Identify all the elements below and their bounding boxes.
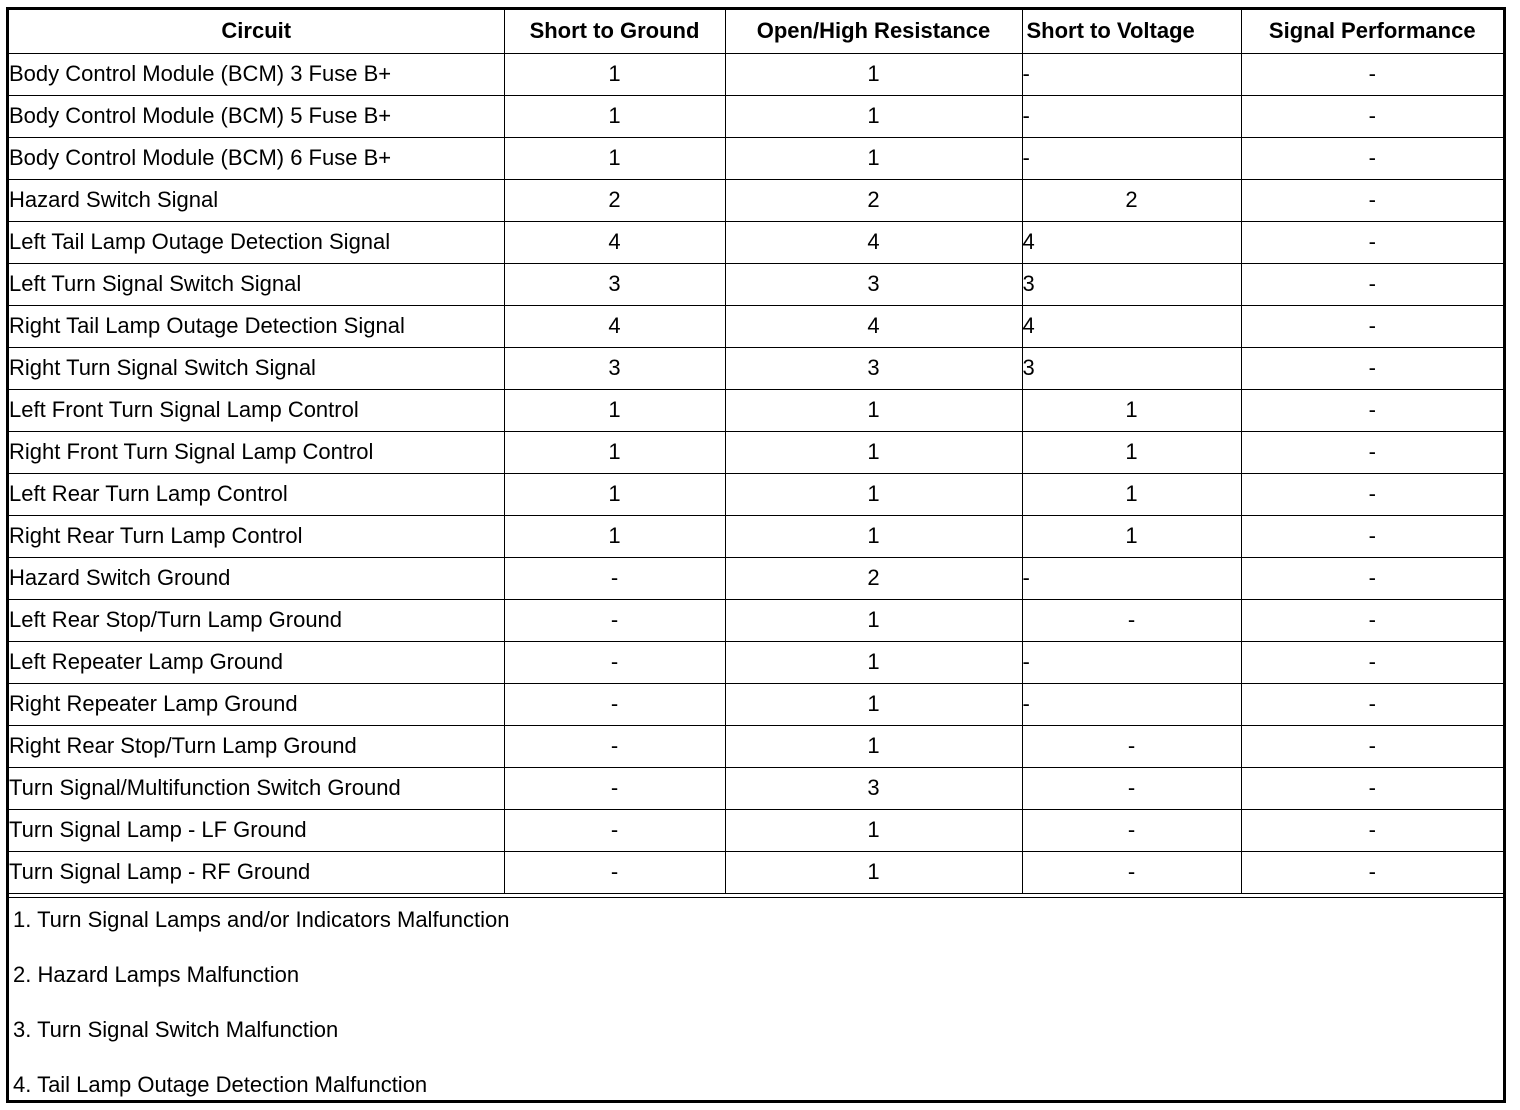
table-row xyxy=(9,599,1503,641)
header-signal-performance: Signal Performance xyxy=(1241,10,1503,53)
circuit-fault-table xyxy=(9,10,1503,894)
table-row xyxy=(9,809,1503,851)
circuit-cell: Right Front Turn Signal Lamp Control xyxy=(9,431,504,473)
short-to-voltage-cell: - xyxy=(1022,557,1241,599)
footnote-4: 4. Tail Lamp Outage Detection Malfunction xyxy=(13,1072,428,1097)
open-high-resistance-cell: 1 xyxy=(725,137,1022,179)
open-high-resistance-cell: 3 xyxy=(725,263,1022,305)
table-row xyxy=(9,389,1503,431)
table-row xyxy=(9,431,1503,473)
table-row xyxy=(9,725,1503,767)
signal-performance-cell: - xyxy=(1241,95,1503,137)
short-to-voltage-cell: 1 xyxy=(1022,473,1241,515)
short-to-ground-cell: 2 xyxy=(504,179,725,221)
open-high-resistance-cell: 4 xyxy=(725,221,1022,263)
signal-performance-cell: - xyxy=(1241,725,1503,767)
short-to-voltage-cell: - xyxy=(1022,137,1241,179)
signal-performance-cell: - xyxy=(1241,683,1503,725)
circuit-cell: Right Rear Turn Lamp Control xyxy=(9,515,504,557)
circuit-cell: Turn Signal/Multifunction Switch Ground xyxy=(9,767,504,809)
short-to-voltage-cell: 1 xyxy=(1022,515,1241,557)
signal-performance-cell: - xyxy=(1241,557,1503,599)
diagnostic-table-container xyxy=(6,7,1506,1103)
short-to-voltage-cell: - xyxy=(1022,599,1241,641)
table-row xyxy=(9,53,1503,95)
signal-performance-cell: - xyxy=(1241,221,1503,263)
short-to-ground-cell: 1 xyxy=(504,431,725,473)
table-row xyxy=(9,557,1503,599)
header-row xyxy=(9,10,1503,53)
circuit-cell: Right Rear Stop/Turn Lamp Ground xyxy=(9,725,504,767)
open-high-resistance-cell: 3 xyxy=(725,347,1022,389)
short-to-voltage-cell: 4 xyxy=(1022,305,1241,347)
open-high-resistance-cell: 1 xyxy=(725,725,1022,767)
circuit-cell: Left Rear Stop/Turn Lamp Ground xyxy=(9,599,504,641)
short-to-voltage-cell: 4 xyxy=(1022,221,1241,263)
circuit-cell: Hazard Switch Signal xyxy=(9,179,504,221)
short-to-ground-cell: - xyxy=(504,851,725,893)
short-to-voltage-cell: - xyxy=(1022,95,1241,137)
short-to-ground-cell: 1 xyxy=(504,515,725,557)
table-row xyxy=(9,683,1503,725)
signal-performance-cell: - xyxy=(1241,263,1503,305)
signal-performance-cell: - xyxy=(1241,767,1503,809)
circuit-cell: Left Front Turn Signal Lamp Control xyxy=(9,389,504,431)
short-to-voltage-cell: - xyxy=(1022,767,1241,809)
footnote-1: 1. Turn Signal Lamps and/or Indicators Malfunction xyxy=(13,907,510,932)
footnotes-section xyxy=(9,897,1503,1100)
open-high-resistance-cell: 2 xyxy=(725,557,1022,599)
short-to-voltage-cell: - xyxy=(1022,683,1241,725)
table-row xyxy=(9,767,1503,809)
short-to-ground-cell: 1 xyxy=(504,53,725,95)
open-high-resistance-cell: 1 xyxy=(725,851,1022,893)
short-to-voltage-cell: 2 xyxy=(1022,179,1241,221)
short-to-voltage-cell: 1 xyxy=(1022,431,1241,473)
signal-performance-cell: - xyxy=(1241,599,1503,641)
circuit-cell: Right Turn Signal Switch Signal xyxy=(9,347,504,389)
short-to-voltage-cell: 3 xyxy=(1022,347,1241,389)
circuit-cell: Turn Signal Lamp - RF Ground xyxy=(9,851,504,893)
circuit-cell: Left Rear Turn Lamp Control xyxy=(9,473,504,515)
short-to-ground-cell: - xyxy=(504,683,725,725)
circuit-cell: Body Control Module (BCM) 3 Fuse B+ xyxy=(9,53,504,95)
open-high-resistance-cell: 2 xyxy=(725,179,1022,221)
open-high-resistance-cell: 1 xyxy=(725,809,1022,851)
short-to-voltage-cell: 1 xyxy=(1022,389,1241,431)
signal-performance-cell: - xyxy=(1241,179,1503,221)
table-row xyxy=(9,221,1503,263)
footnote-3: 3. Turn Signal Switch Malfunction xyxy=(13,1017,339,1042)
short-to-voltage-cell: - xyxy=(1022,53,1241,95)
circuit-cell: Left Tail Lamp Outage Detection Signal xyxy=(9,221,504,263)
circuit-cell: Turn Signal Lamp - LF Ground xyxy=(9,809,504,851)
short-to-ground-cell: 1 xyxy=(504,95,725,137)
signal-performance-cell: - xyxy=(1241,53,1503,95)
short-to-ground-cell: 3 xyxy=(504,347,725,389)
signal-performance-cell: - xyxy=(1241,515,1503,557)
short-to-ground-cell: 1 xyxy=(504,137,725,179)
short-to-voltage-cell: - xyxy=(1022,641,1241,683)
short-to-ground-cell: 3 xyxy=(504,263,725,305)
circuit-cell: Hazard Switch Ground xyxy=(9,557,504,599)
signal-performance-cell: - xyxy=(1241,347,1503,389)
short-to-ground-cell: - xyxy=(504,725,725,767)
short-to-voltage-cell: - xyxy=(1022,809,1241,851)
open-high-resistance-cell: 1 xyxy=(725,95,1022,137)
short-to-ground-cell: - xyxy=(504,767,725,809)
table-row xyxy=(9,473,1503,515)
open-high-resistance-cell: 4 xyxy=(725,305,1022,347)
signal-performance-cell: - xyxy=(1241,137,1503,179)
signal-performance-cell: - xyxy=(1241,809,1503,851)
table-row xyxy=(9,137,1503,179)
header-circuit: Circuit xyxy=(9,10,504,53)
short-to-ground-cell: 4 xyxy=(504,305,725,347)
short-to-ground-cell: 1 xyxy=(504,389,725,431)
short-to-voltage-cell: - xyxy=(1022,725,1241,767)
table-row xyxy=(9,641,1503,683)
open-high-resistance-cell: 1 xyxy=(725,515,1022,557)
table-row xyxy=(9,95,1503,137)
table-row xyxy=(9,851,1503,893)
signal-performance-cell: - xyxy=(1241,473,1503,515)
header-short-to-voltage: Short to Voltage xyxy=(1022,10,1241,53)
circuit-cell: Left Turn Signal Switch Signal xyxy=(9,263,504,305)
circuit-cell: Left Repeater Lamp Ground xyxy=(9,641,504,683)
short-to-ground-cell: - xyxy=(504,557,725,599)
open-high-resistance-cell: 1 xyxy=(725,389,1022,431)
short-to-ground-cell: - xyxy=(504,809,725,851)
open-high-resistance-cell: 1 xyxy=(725,641,1022,683)
signal-performance-cell: - xyxy=(1241,851,1503,893)
signal-performance-cell: - xyxy=(1241,431,1503,473)
signal-performance-cell: - xyxy=(1241,389,1503,431)
signal-performance-cell: - xyxy=(1241,641,1503,683)
open-high-resistance-cell: 1 xyxy=(725,683,1022,725)
short-to-ground-cell: - xyxy=(504,599,725,641)
short-to-voltage-cell: 3 xyxy=(1022,263,1241,305)
table-row xyxy=(9,515,1503,557)
short-to-voltage-cell: - xyxy=(1022,851,1241,893)
circuit-cell: Body Control Module (BCM) 5 Fuse B+ xyxy=(9,95,504,137)
open-high-resistance-cell: 1 xyxy=(725,599,1022,641)
table-row xyxy=(9,263,1503,305)
header-open-high-resistance: Open/High Resistance xyxy=(725,10,1022,53)
table-row xyxy=(9,305,1503,347)
open-high-resistance-cell: 1 xyxy=(725,473,1022,515)
open-high-resistance-cell: 3 xyxy=(725,767,1022,809)
table-row xyxy=(9,347,1503,389)
open-high-resistance-cell: 1 xyxy=(725,53,1022,95)
circuit-cell: Right Repeater Lamp Ground xyxy=(9,683,504,725)
header-short-to-ground: Short to Ground xyxy=(504,10,725,53)
open-high-resistance-cell: 1 xyxy=(725,431,1022,473)
circuit-cell: Right Tail Lamp Outage Detection Signal xyxy=(9,305,504,347)
short-to-ground-cell: 4 xyxy=(504,221,725,263)
table-row xyxy=(9,179,1503,221)
short-to-ground-cell: - xyxy=(504,641,725,683)
footnote-2: 2. Hazard Lamps Malfunction xyxy=(13,962,300,987)
circuit-cell: Body Control Module (BCM) 6 Fuse B+ xyxy=(9,137,504,179)
signal-performance-cell: - xyxy=(1241,305,1503,347)
short-to-ground-cell: 1 xyxy=(504,473,725,515)
